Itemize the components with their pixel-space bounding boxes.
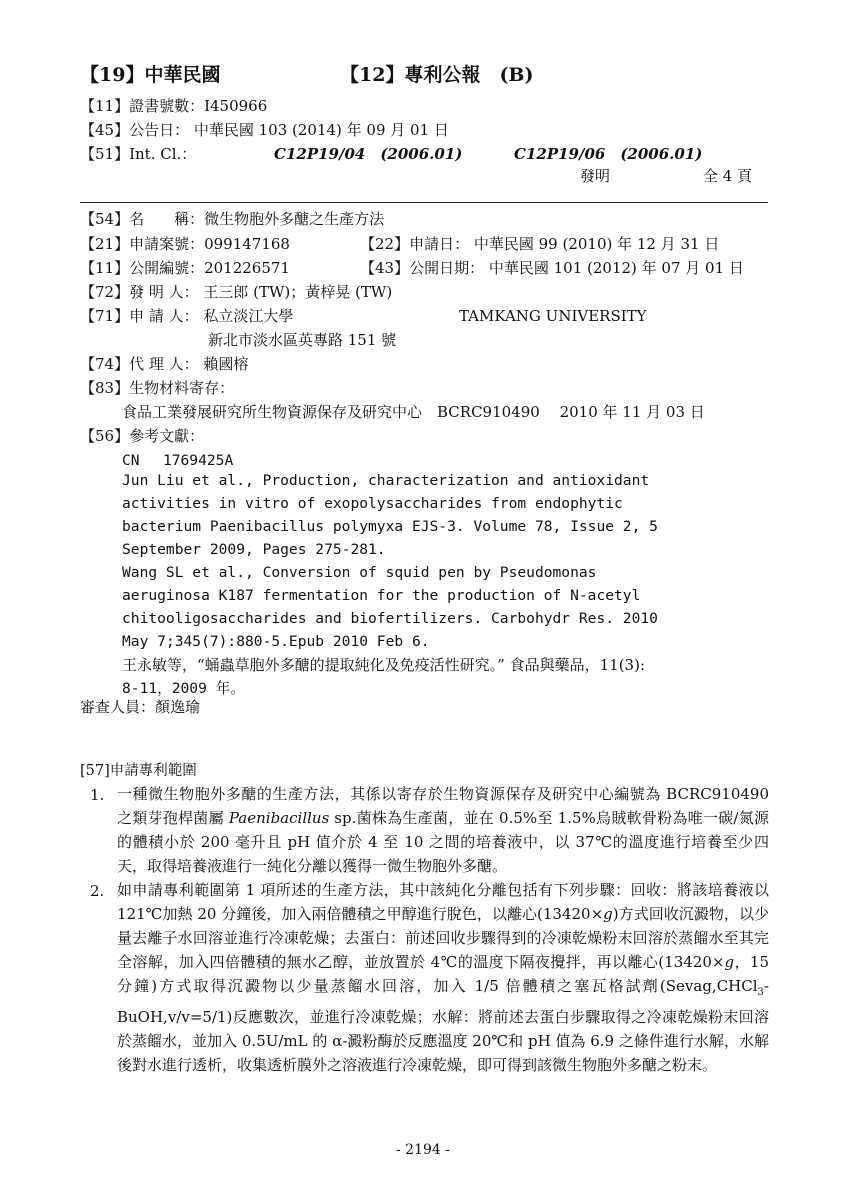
application-date: 【22】申請日： 中華民國 99 (2010) 年 12 月 31 日 [360, 235, 720, 253]
cert-number: 【11】證書號數：I450966 [80, 97, 268, 115]
applicant-english: TAMKANG UNIVERSITY [459, 307, 647, 325]
publication-number: 【11】公開編號：201226571 [80, 259, 290, 277]
claims-label: [57]申請專利範圍 [80, 763, 197, 779]
inventors: 【72】發 明 人： 王三郎 (TW)；黃梓晃 (TW) [80, 283, 393, 301]
intcl-code-2: C12P19/06 (2006.01) [514, 145, 703, 163]
reference-line: Wang SL et al., Conversion of squid pen by Pseudomonas [122, 564, 597, 581]
applicant: 【71】申 請 人： 私立淡江大學 [80, 307, 294, 325]
reference-line: September 2009, Pages 275-281. [122, 541, 386, 558]
applicant-address: 新北市淡水區英專路 151 號 [208, 331, 397, 349]
reference-line-chinese-cont: 8-11，2009 年。 [122, 680, 245, 697]
intcl-code-1: C12P19/04 (2006.01) [274, 145, 463, 163]
page-count: 全 4 頁 [703, 167, 753, 185]
publication-date-2: 【43】公開日期： 中華民國 101 (2012) 年 07 月 01 日 [360, 259, 744, 277]
deposit-label: 【83】生物材料寄存： [80, 379, 235, 397]
claim-number: 2. [90, 882, 105, 900]
claim-1: 一種微生物胞外多醣的生產方法，其係以寄存於生物資源保存及研究中心編號為 BCRC910490 之類芽孢桿菌屬 Paenibacillus sp.菌株為生產菌，並在 0.5%至 1.5%烏賊軟骨粉為唯一碳/氮源的體積小於 200 毫升且 pH 值介於 4 至 10 之間的培養液中，以 37℃的溫度進行培養至少四天，取得培養液進行一純化分離以獲得一微生物胞外多醣。 [117, 785, 769, 875]
claim-number: 1. [90, 786, 105, 804]
reference-line: activities in vitro of exopolysaccharides from endophytic [122, 495, 623, 512]
deposit-info: 食品工業發展研究所生物資源保存及研究中心 BCRC910490 2010 年 11 月 03 日 [122, 403, 705, 421]
application-number: 【21】申請案號：099147168 [80, 235, 290, 253]
header-country: 【19】中華民國 [80, 64, 221, 86]
agent: 【74】代 理 人： 賴國榕 [80, 355, 249, 373]
claim-2: 如申請專利範圍第 1 項所述的生產方法，其中該純化分離包括有下列步驟：回收：將該培養液以 121℃加熱 20 分鐘後，加入兩倍體積之甲醇進行脫色，以離心(13420×g)方式回收沉澱物，以少量去離子水回溶並進行冷凍乾燥；去蛋白：前述回收步驟得到的冷凍乾燥粉末回溶於蒸餾水至其完全溶解，加入四倍體積的無水乙醇，並放置於 4℃的溫度下隔夜攪拌，再以離心(13420×g，15 分鐘)方式取得沉澱物以少量蒸餾水回溶，加入 1/5 倍體積之塞瓦格試劑(Sevag,CHCl$_3$-BuOH,v/v=5/1)反應數次，並進行冷凍乾燥；水解：將前述去蛋白步驟取得之冷凍乾燥粉末回溶於蒸餾水，並加入 0.5U/mL 的 α-澱粉酶於反應溫度 20℃和 pH 值為 6.9 之條件進行水解，水解後對水進行透析，收集透析膜外之溶液進行冷凍乾燥，即可得到該微生物胞外多醣之粉末。 [117, 881, 769, 1074]
header-doc-type: 【12】專利公報 (B) [340, 64, 534, 86]
examiner: 審查人員：顏逸瑜 [80, 698, 201, 716]
reference-line: chitooligosaccharides and biofertilizers. Carbohydr Res. 2010 [122, 610, 658, 627]
page-number: - 2194 - [396, 1142, 450, 1158]
reference-line-chinese: 王永敏等，“蛹蟲草胞外多醣的提取純化及免疫活性研究。” 食品與藥品，11(3): [122, 656, 645, 674]
reference-line: bacterium Paenibacillus polymyxa EJS-3. Volume 78, Issue 2, 5 [122, 518, 658, 535]
references-label: 【56】參考文獻： [80, 427, 205, 445]
reference-line: Jun Liu et al., Production, characterization and antioxidant [122, 472, 650, 489]
publication-date: 【45】公告日： 中華民國 103 (2014) 年 09 月 01 日 [80, 121, 449, 139]
reference-line: May 7;345(7):880-5.Epub 2010 Feb 6. [122, 633, 430, 650]
reference-line: aeruginosa K187 fermentation for the production of N-acetyl [122, 587, 641, 604]
intcl-label: 【51】Int. Cl.： [80, 145, 197, 163]
header-divider [80, 202, 768, 203]
reference-line: CN 1769425A [122, 452, 234, 469]
patent-title: 【54】名 稱：微生物胞外多醣之生產方法 [80, 210, 385, 228]
patent-kind: 發明 [580, 167, 611, 185]
